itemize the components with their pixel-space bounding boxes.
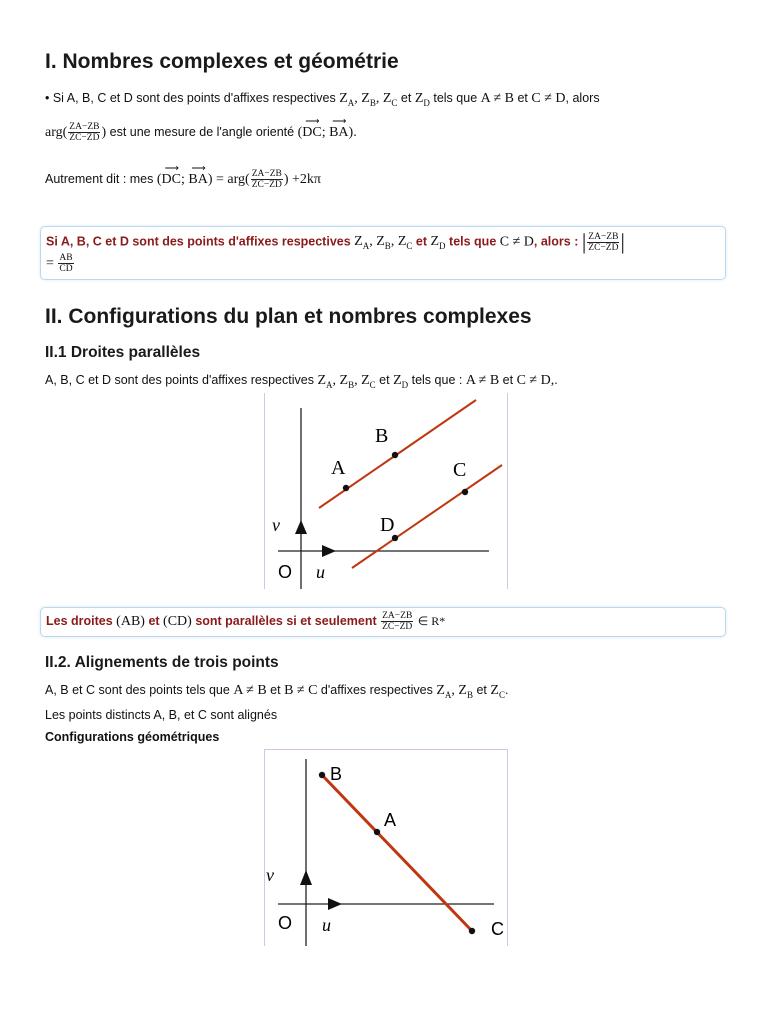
v-arrowhead: [295, 520, 307, 534]
label-c: C: [491, 919, 504, 939]
u-arrowhead: [328, 898, 342, 910]
line-bac: [322, 775, 472, 931]
label-a: A: [384, 810, 397, 830]
section2-title: II. Configurations du plan et nombres complexes: [45, 305, 532, 328]
sub2-line3: Configurations géométriques: [45, 730, 220, 744]
label-o: O: [278, 562, 293, 582]
label-b: B: [330, 764, 343, 784]
label-c: C: [453, 459, 467, 481]
v-arrowhead: [300, 870, 312, 885]
section1-autrement-line: Autrement dit : mes ( ⟶ DC; ⟶ BA) = arg( $\frac{ZA-ZB}{ZC-ZD}$ ) +2kπ: [45, 162, 321, 190]
sub2-line1: A, B et C sont des points tels que A ≠ B et B ≠ C d'affixes respectives $Z_A$, $Z_B$ et $Z_C$.: [45, 683, 509, 700]
section1-bullet-line: • Si A, B, C et D sont des points d'affixes respectives $Z_A$, $Z_B$, $Z_C$ et $Z_D$ tels que A ≠ B et C ≠ D, alors: [45, 91, 600, 108]
label-u: u⃗: [316, 562, 340, 582]
label-b: B: [375, 425, 389, 447]
point-b: [392, 452, 398, 458]
label-a: A: [331, 457, 346, 479]
section1-title: I. Nombres complexes et géométrie: [45, 50, 399, 73]
line-cd: [352, 465, 502, 568]
subsection-title-alignements: II.2. Alignements de trois points: [45, 654, 279, 671]
label-o: O: [278, 913, 293, 933]
box1-line2: = $\frac{AB}{CD}$: [46, 253, 73, 274]
label-v: v⃗: [266, 865, 288, 885]
box2-line: Les droites (AB) et (CD) sont parallèles si et seulement $\frac{ZA-ZB}{ZC-ZD}$ ∈ R*: [46, 611, 446, 632]
box1-line1: Si A, B, C et D sont des points d'affixes respectives $Z_A$, $Z_B$, $Z_C$ et $Z_D$ tels que C ≠ D, alors : | $\frac{ZA-ZB}{ZC-ZD}$ |: [46, 229, 625, 254]
figure-aligned-points: [264, 749, 508, 946]
section1-arg-line: arg( $\frac{ZA-ZB}{ZC-ZD}$ ) est une mesure de l'angle orienté ( ⟶ DC; ⟶ BA).: [45, 115, 357, 143]
figure-parallel-lines: [264, 393, 508, 589]
subsection-title-droites: II.1 Droites parallèles: [45, 344, 201, 361]
point-a: [343, 485, 349, 491]
u-arrowhead: [322, 545, 336, 557]
point-c: [462, 489, 468, 495]
label-d: D: [380, 514, 395, 536]
sub1-text: A, B, C et D sont des points d'affixes respectives $Z_A$, $Z_B$, $Z_C$ et $Z_D$ tels que : A ≠ B et C ≠ D,.: [45, 373, 558, 390]
label-v: v⃗: [272, 515, 294, 535]
sub2-line2: Les points distincts A, B, et C sont alignés: [45, 708, 278, 722]
fraction: $\frac{ZA-ZB}{ZC-ZD}$: [69, 122, 100, 143]
point-b: [319, 772, 325, 778]
point-c: [469, 928, 475, 934]
point-a: [374, 829, 380, 835]
label-u: u⃗: [322, 915, 346, 935]
